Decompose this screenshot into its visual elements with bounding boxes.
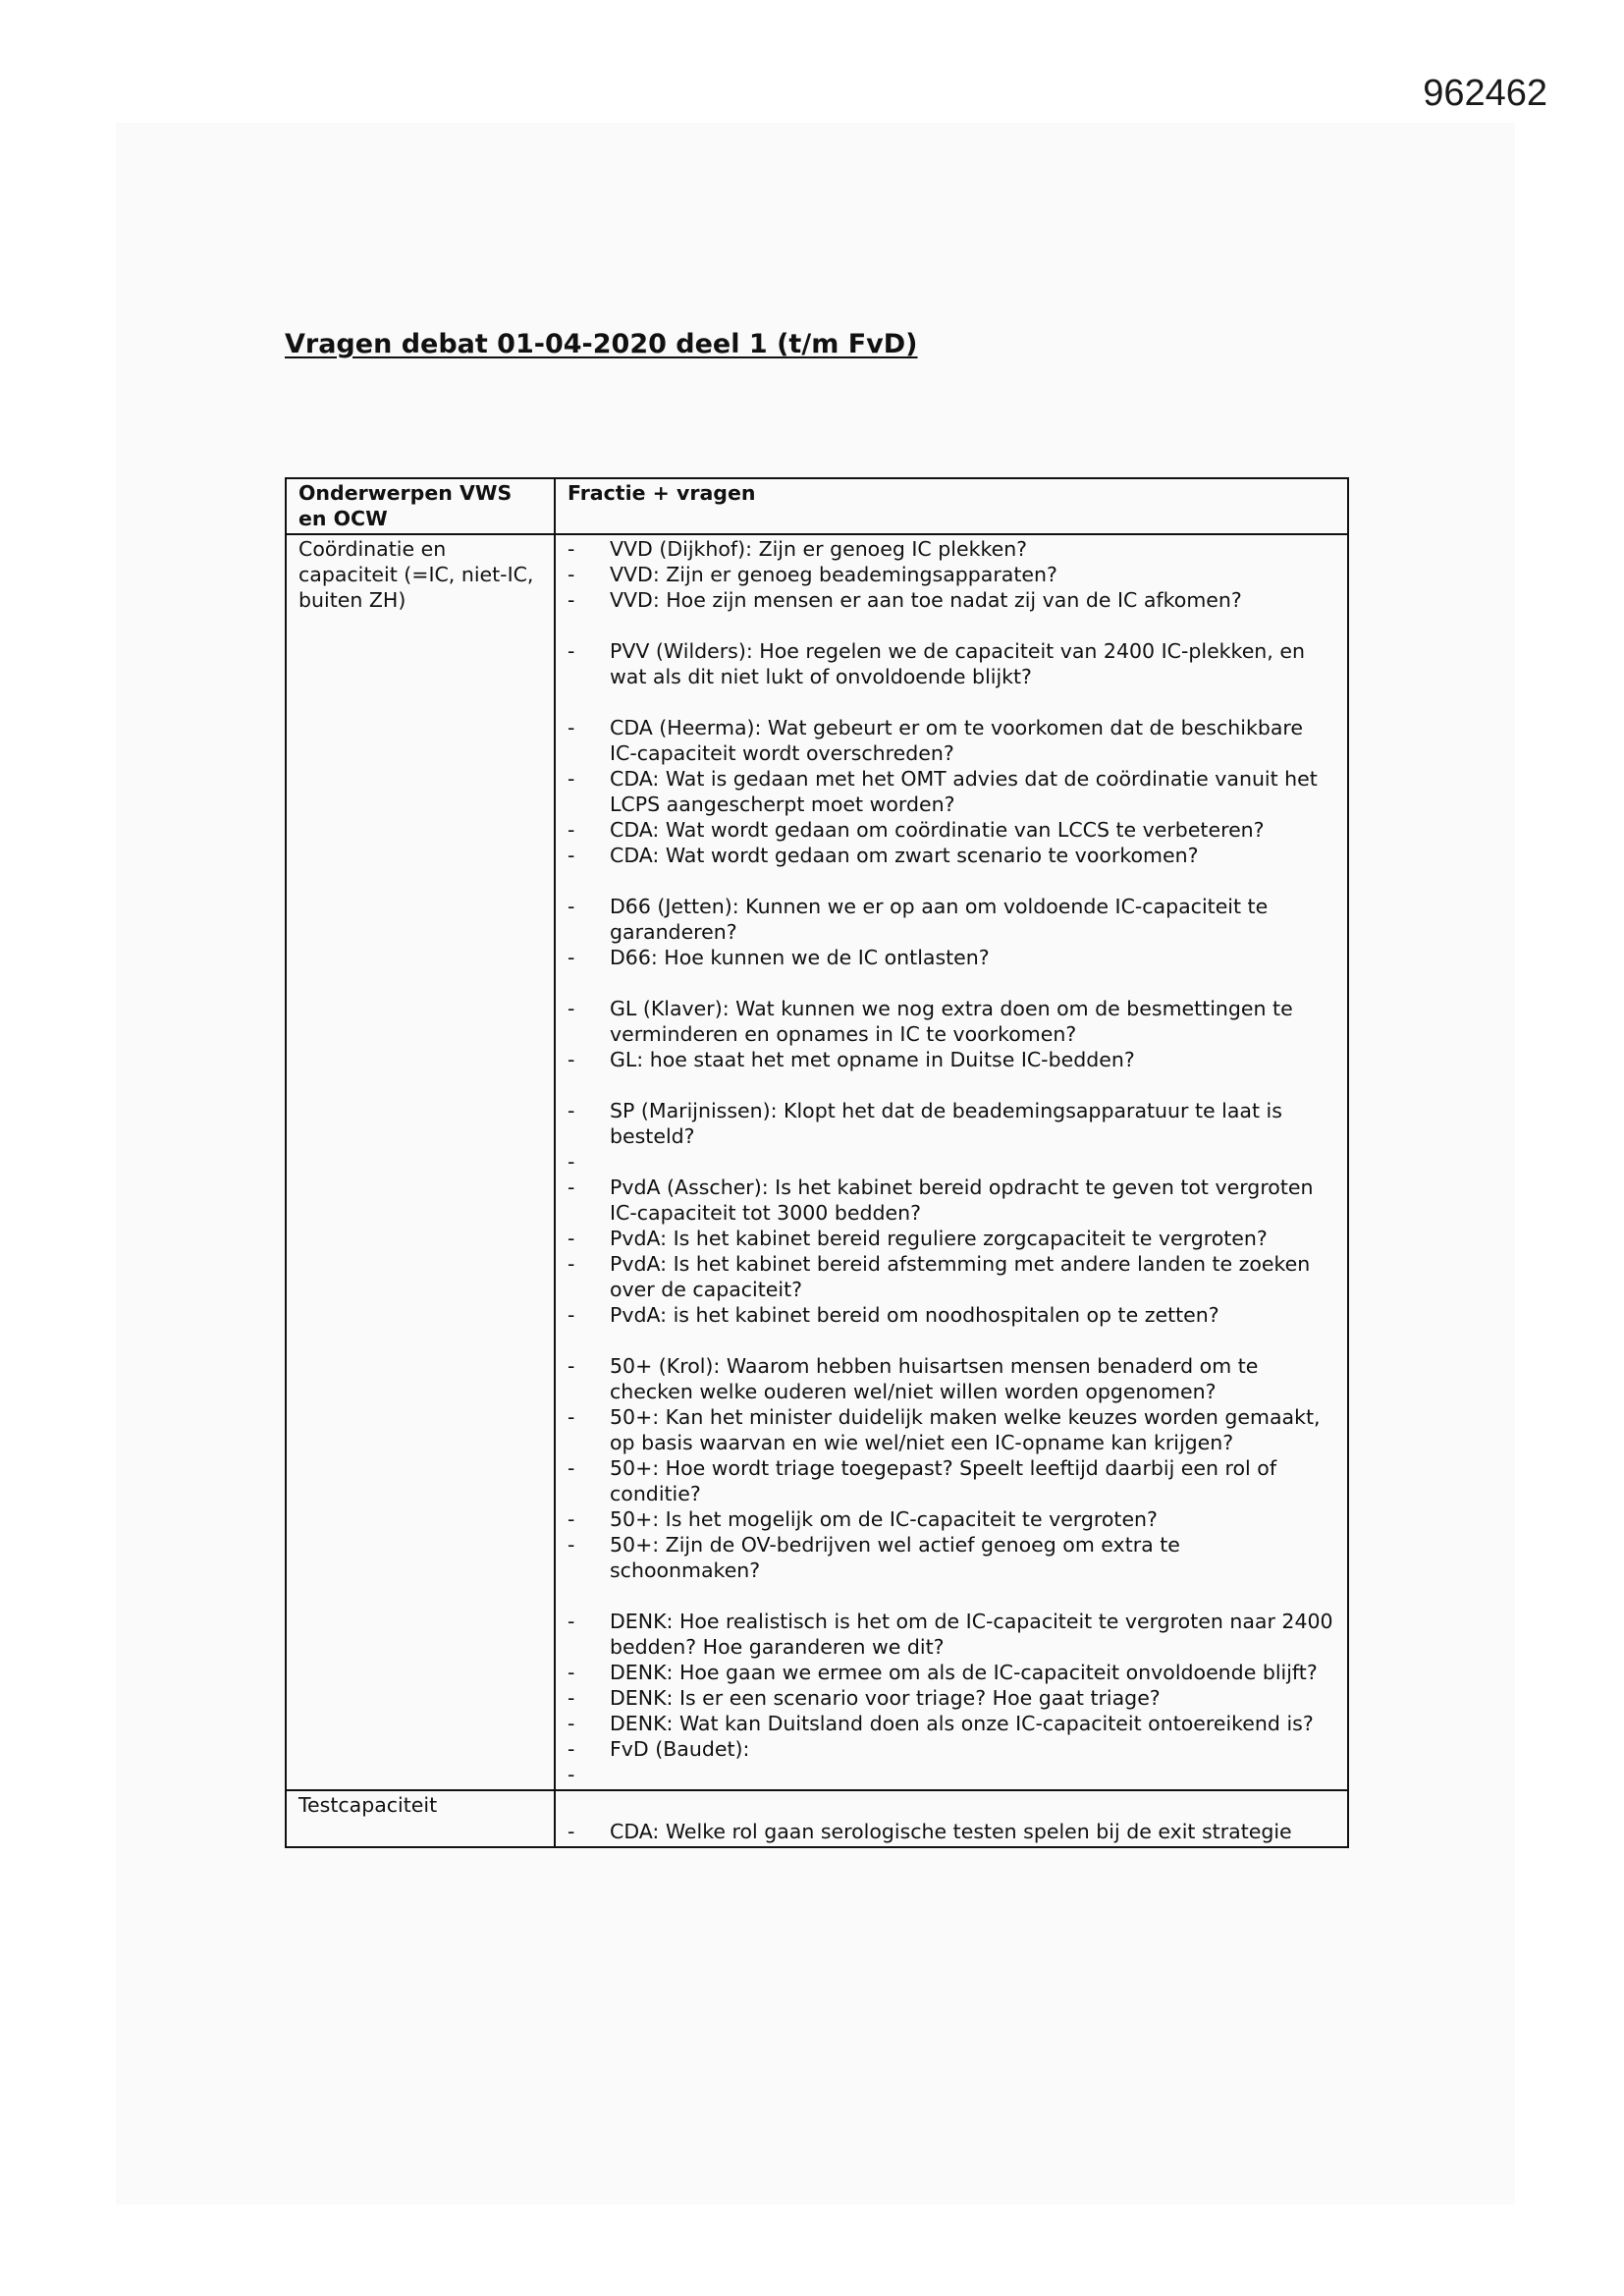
question-text: DENK: Hoe gaan we ermee om als de IC-capaciteit onvoldoende blijft?: [610, 1661, 1318, 1684]
dash-bullet: -: [568, 767, 575, 791]
question-text: CDA: Welke rol gaan serologische testen spelen bij de exit strategie: [610, 1820, 1292, 1843]
question-item: [568, 1098, 1335, 1149]
question-item: [568, 562, 1335, 587]
question-text: GL: hoe staat het met opname in Duitse IC-bedden?: [610, 1048, 1135, 1071]
question-text: DENK: Wat kan Duitsland doen als onze IC-capaciteit ontoereikend is?: [610, 1712, 1314, 1735]
dash-bullet: -: [568, 1712, 575, 1735]
dash-bullet: -: [568, 1820, 575, 1843]
dash-bullet: -: [568, 1686, 575, 1710]
dash-bullet: -: [568, 1175, 575, 1199]
question-item: [568, 1711, 1335, 1736]
topic-cell: Testcapaciteit: [286, 1790, 555, 1847]
dash-bullet: -: [568, 1507, 575, 1531]
table-header-row: [286, 478, 1348, 534]
question-item: [568, 766, 1335, 817]
question-item: [568, 945, 1335, 970]
question-group: [568, 1609, 1335, 1787]
page-title: Vragen debat 01-04-2020 deel 1 (t/m FvD): [285, 329, 918, 359]
dash-bullet: -: [568, 1661, 575, 1684]
question-text: 50+: Is het mogelijk om de IC-capaciteit te vergroten?: [610, 1507, 1158, 1531]
question-item: [568, 536, 1335, 562]
dash-bullet: -: [568, 1405, 575, 1429]
dash-bullet: -: [568, 1456, 575, 1480]
question-group: [568, 1819, 1335, 1844]
question-item: [568, 1506, 1335, 1532]
question-item: [568, 1609, 1335, 1660]
dash-bullet: -: [568, 588, 575, 612]
dash-bullet: -: [568, 1610, 575, 1633]
question-group: [568, 1353, 1335, 1583]
questions-cell: [555, 534, 1348, 1790]
dash-bullet: -: [568, 1252, 575, 1276]
question-item: [568, 1047, 1335, 1072]
question-item: [568, 638, 1335, 689]
question-text: CDA: Wat is gedaan met het OMT advies dat de coördinatie vanuit het LCPS aangescherpt moet worden?: [610, 767, 1318, 816]
question-item: [568, 1226, 1335, 1251]
question-item: [568, 1251, 1335, 1302]
question-item: [568, 1819, 1335, 1844]
question-item: [568, 1532, 1335, 1583]
question-text: [610, 1763, 617, 1786]
question-text: PVV (Wilders): Hoe regelen we de capaciteit van 2400 IC-plekken, en wat als dit niet lukt of onvoldoende blijkt?: [610, 639, 1305, 688]
question-item: [568, 996, 1335, 1047]
question-item: [568, 1302, 1335, 1328]
question-item: [568, 1455, 1335, 1506]
table-row: [286, 1790, 1348, 1847]
document-number: 962462: [1423, 73, 1547, 114]
question-text: DENK: Hoe realistisch is het om de IC-capaciteit te vergroten naar 2400 bedden? Hoe garanderen we dit?: [610, 1610, 1333, 1659]
question-text: VVD: Zijn er genoeg beademingsapparaten?: [610, 563, 1057, 586]
question-item: [568, 894, 1335, 945]
question-text: CDA: Wat wordt gedaan om zwart scenario te voorkomen?: [610, 844, 1199, 867]
questions-table: [285, 477, 1349, 1848]
dash-bullet: -: [568, 1737, 575, 1761]
question-item: [568, 1736, 1335, 1762]
question-text: [610, 1150, 617, 1174]
questions-cell: [555, 1790, 1348, 1847]
question-text: CDA (Heerma): Wat gebeurt er om te voorkomen dat de beschikbare IC-capaciteit wordt overschreden?: [610, 716, 1303, 765]
question-text: VVD (Dijkhof): Zijn er genoeg IC plekken?: [610, 537, 1028, 561]
question-item: [568, 1353, 1335, 1404]
question-text: PvdA: Is het kabinet bereid afstemming met andere landen te zoeken over de capaciteit?: [610, 1252, 1311, 1301]
dash-bullet: -: [568, 946, 575, 969]
question-item: [568, 1149, 1335, 1175]
question-group: [568, 715, 1335, 868]
question-text: CDA: Wat wordt gedaan om coördinatie van LCCS te verbeteren?: [610, 818, 1265, 842]
dash-bullet: -: [568, 844, 575, 867]
question-item: [568, 1175, 1335, 1226]
question-group: [568, 894, 1335, 970]
question-text: GL (Klaver): Wat kunnen we nog extra doen om de besmettingen te verminderen en opnames in IC te voorkomen?: [610, 997, 1293, 1046]
dash-bullet: -: [568, 818, 575, 842]
question-text: FvD (Baudet):: [610, 1737, 750, 1761]
question-item: [568, 843, 1335, 868]
dash-bullet: -: [568, 639, 575, 663]
question-text: 50+: Zijn de OV-bedrijven wel actief genoeg om extra te schoonmaken?: [610, 1533, 1180, 1582]
dash-bullet: -: [568, 1048, 575, 1071]
dash-bullet: -: [568, 1763, 575, 1786]
dash-bullet: -: [568, 1099, 575, 1122]
dash-bullet: -: [568, 1533, 575, 1557]
dash-bullet: -: [568, 1354, 575, 1378]
question-text: D66: Hoe kunnen we de IC ontlasten?: [610, 946, 990, 969]
topic-cell: Coördinatie en capaciteit (=IC, niet-IC, buiten ZH): [286, 534, 555, 1790]
question-text: DENK: Is er een scenario voor triage? Hoe gaat triage?: [610, 1686, 1161, 1710]
question-text: VVD: Hoe zijn mensen er aan toe nadat zij van de IC afkomen?: [610, 588, 1242, 612]
question-item: [568, 817, 1335, 843]
question-text: 50+: Hoe wordt triage toegepast? Speelt leeftijd daarbij een rol of conditie?: [610, 1456, 1277, 1505]
question-group: [568, 536, 1335, 613]
dash-bullet: -: [568, 1303, 575, 1327]
question-group: [568, 1098, 1335, 1328]
table-row: [286, 534, 1348, 1790]
dash-bullet: -: [568, 997, 575, 1020]
dash-bullet: -: [568, 537, 575, 561]
question-item: [568, 1660, 1335, 1685]
question-group: [568, 638, 1335, 689]
question-item: [568, 1762, 1335, 1787]
dash-bullet: -: [568, 563, 575, 586]
question-text: 50+: Kan het minister duidelijk maken welke keuzes worden gemaakt, op basis waarvan en wie wel/niet een IC-opname kan krijgen?: [610, 1405, 1321, 1454]
question-group: [568, 996, 1335, 1072]
question-text: PvdA (Asscher): Is het kabinet bereid opdracht te geven tot vergroten IC-capaciteit tot 3000 bedden?: [610, 1175, 1314, 1225]
question-text: 50+ (Krol): Waarom hebben huisartsen mensen benaderd om te checken welke ouderen wel/niet willen worden opgenomen?: [610, 1354, 1259, 1403]
dash-bullet: -: [568, 1150, 575, 1174]
question-text: D66 (Jetten): Kunnen we er op aan om voldoende IC-capaciteit te garanderen?: [610, 895, 1269, 944]
question-item: [568, 715, 1335, 766]
question-item: [568, 1685, 1335, 1711]
dash-bullet: -: [568, 716, 575, 739]
header-topics: Onderwerpen VWS en OCW: [286, 478, 555, 534]
question-item: [568, 587, 1335, 613]
question-text: SP (Marijnissen): Klopt het dat de beademingsapparatuur te laat is besteld?: [610, 1099, 1282, 1148]
dash-bullet: -: [568, 1227, 575, 1250]
question-text: PvdA: is het kabinet bereid om noodhospitalen op te zetten?: [610, 1303, 1219, 1327]
dash-bullet: -: [568, 895, 575, 918]
question-item: [568, 1404, 1335, 1455]
header-questions: Fractie + vragen: [555, 478, 1348, 534]
question-text: PvdA: Is het kabinet bereid reguliere zorgcapaciteit te vergroten?: [610, 1227, 1268, 1250]
